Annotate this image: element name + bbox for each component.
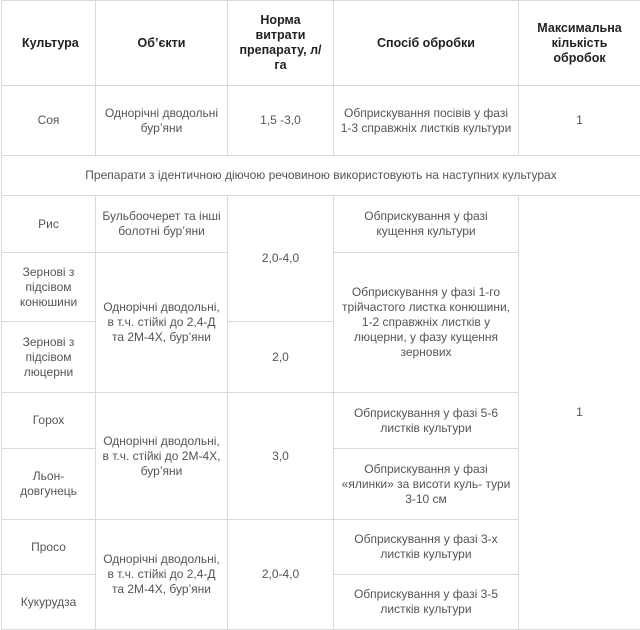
header-max-treatments: Максимальна кількість обробок [519, 1, 640, 86]
header-culture: Культура [2, 1, 96, 86]
flax-method: Обприскування у фазі «ялинки» за висоти куль- тури 3-10 см [334, 449, 519, 520]
table-header-row [2, 1, 640, 86]
cereals-clover-culture: Зернові з підсівом конюшини [2, 253, 96, 322]
table-row [2, 196, 640, 253]
rice-method: Обприскування у фазі кущення культури [334, 196, 519, 253]
group1-method: Обприскування у фазі 1-го трійчастого листка конюшини, 1-2 справжніх листків у люцерни, у фазу кущення зернових [334, 253, 519, 393]
rate-rice-clover: 2,0-4,0 [228, 196, 334, 322]
max-treatments-all: 1 [519, 196, 640, 630]
group1-objects: Однорічні дводольні, в т.ч. стійкі до 2,4-Д та 2М-4Х, бур’яни [96, 253, 228, 393]
header-method: Спосіб обробки [334, 1, 519, 86]
group2-rate: 3,0 [228, 393, 334, 520]
soy-method: Обприскування посівів у фазі 1-3 справжніх листків культури [334, 86, 519, 156]
corn-method: Обприскування у фазі 3-5 листків культури [334, 575, 519, 630]
group3-rate: 2,0-4,0 [228, 520, 334, 630]
corn-culture: Кукурудза [2, 575, 96, 630]
soy-max-treatments: 1 [519, 86, 640, 156]
soy-culture: Соя [2, 86, 96, 156]
header-rate: Норма витрати препарату, л/га [228, 1, 334, 86]
rice-culture: Рис [2, 196, 96, 253]
table-note-row [2, 156, 640, 196]
peas-culture: Горох [2, 393, 96, 449]
peas-method: Обприскування у фазі 5-6 листків культури [334, 393, 519, 449]
flax-culture: Льон-довгунець [2, 449, 96, 520]
rice-objects: Бульбоочерет та інші болотні бур’яни [96, 196, 228, 253]
group2-objects: Однорічні дводольні, в т.ч. стійкі до 2М-4Х, бур’яни [96, 393, 228, 520]
soy-rate: 1,5 -3,0 [228, 86, 334, 156]
millet-method: Обприскування у фазі 3-х листків культури [334, 520, 519, 575]
millet-culture: Просо [2, 520, 96, 575]
group3-objects: Однорічні дводольні, в т.ч. стійкі до 2,4-Д та 2М-4Х, бур’яни [96, 520, 228, 630]
herbicide-application-table [1, 0, 640, 630]
table-row [2, 86, 640, 156]
cereals-alfalfa-rate: 2,0 [228, 322, 334, 393]
cereals-alfalfa-culture: Зернові з підсівом люцерни [2, 322, 96, 393]
identical-active-substance-note: Препарати з ідентичною діючою речовиною використовують на наступних культурах [2, 156, 640, 196]
soy-objects: Однорічні дводольні бур’яни [96, 86, 228, 156]
header-objects: Об’єкти [96, 1, 228, 86]
